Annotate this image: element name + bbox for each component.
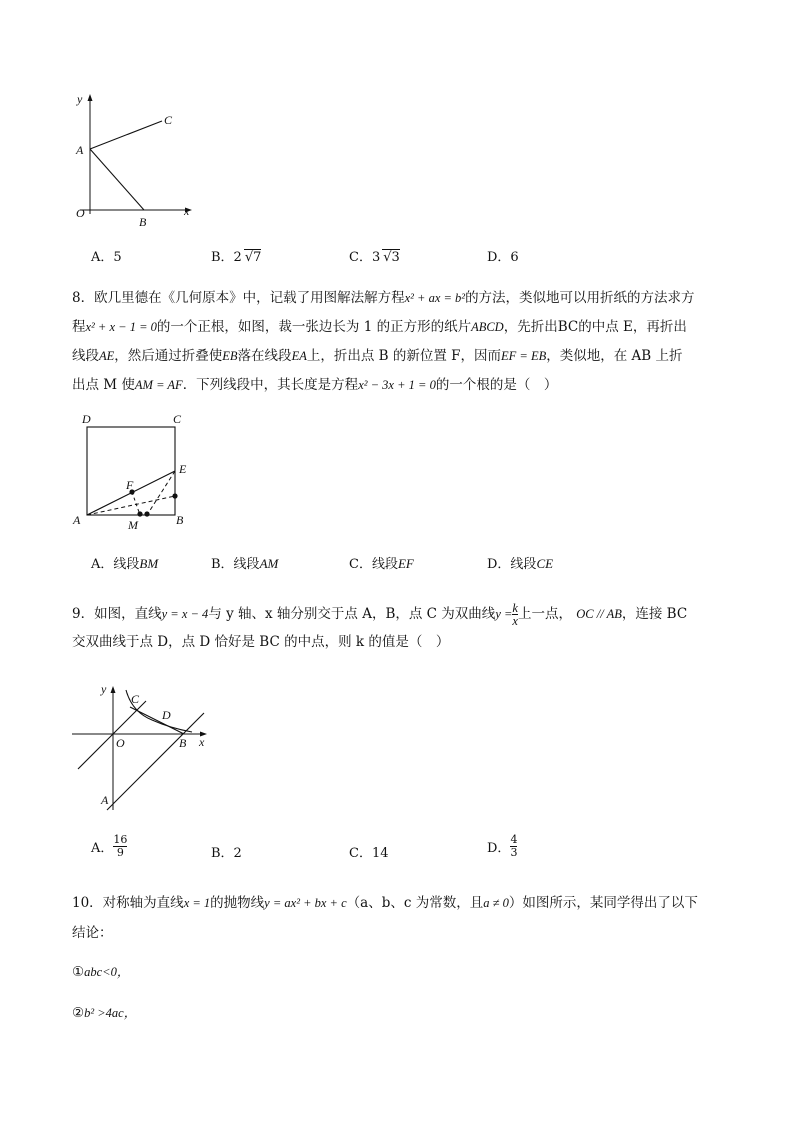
q7-label-A: A (76, 143, 84, 157)
q8-option-d[interactable]: D．线段CE (487, 556, 554, 572)
q9-figure (68, 676, 218, 812)
q7-label-C: C (164, 113, 173, 127)
q9-option-c[interactable]: C．14 (349, 846, 389, 861)
q8-label-M: M (128, 518, 138, 532)
q8-point-M1 (137, 511, 142, 516)
q9-label-O: O (116, 736, 125, 750)
q9-option-d[interactable]: D． $\frac{4}{3}$ (487, 833, 518, 859)
q7-label-B: B (139, 215, 147, 229)
q8-figure (70, 408, 200, 538)
q8-label-B: B (176, 513, 184, 527)
q8-label-D: D (82, 412, 91, 426)
q8-point-M2 (144, 511, 149, 516)
q7-option-b[interactable]: B．2 √7 (211, 250, 262, 265)
q8-line-2: 程x² + x − 1 = 0的一个正根，如图，裁一张边长为 1 的正方形的纸片ABCD，先折出BC的中点 E，再折出 (72, 319, 687, 335)
q8-options (91, 553, 711, 573)
q9-option-a[interactable]: A． $\frac{16}{9}$ (91, 833, 128, 859)
q10-circle-2: ② (72, 1005, 85, 1021)
q10-stem (72, 888, 722, 948)
q9-stem (72, 598, 722, 658)
q8-option-c[interactable]: C．线段EF (349, 556, 414, 572)
q9-label-A: A (101, 793, 109, 807)
q8-stem (72, 284, 722, 400)
q8-dash-FM (132, 492, 140, 515)
q9-label-x: x (199, 735, 205, 749)
q7-options (91, 246, 711, 266)
q7-option-c[interactable]: C．3 √3 (349, 250, 400, 265)
q8-point-mid (172, 493, 177, 498)
q7-segment-AC (90, 121, 162, 149)
q7-option-d[interactable]: D．6 (487, 250, 519, 265)
q8-line-1: 8．欧几里德在《几何原本》中，记载了用图解法解方程x² + ax = b²的方法，类似地可以用折纸的方法求方 (72, 290, 695, 306)
q9-label-D: D (162, 708, 171, 722)
q8-dash-AB-fold (87, 496, 175, 515)
q9-option-b[interactable]: B．2 (211, 846, 242, 861)
q10-conclusion-1: ①abc<0， (72, 964, 130, 980)
q9-line-1: 9．如图，直线y = x − 4与 y 轴、x 轴分别交于点 A，B，点 C 为双曲线y = $\frac{k}{x}$ 上一点， OC // AB，连接 BC (72, 601, 688, 628)
q8-line-3: 线段AE，然后通过折叠使EB落在线段EA上，折出点 B 的新位置 F，因而EF = EB，类似地，在 AB 上折 (72, 348, 683, 364)
q9-line-2: 交双曲线于点 D，点 D 恰好是 BC 的中点，则 k 的值是（ ） (72, 634, 450, 650)
q10-conclusion-2: ②b² >4ac， (72, 1005, 137, 1021)
q9-label-B: B (179, 736, 187, 750)
q7-label-O: O (76, 206, 85, 220)
q9-line-OC (78, 701, 146, 769)
q8-option-b[interactable]: B．线段AM (211, 556, 279, 572)
q9-line-AB (107, 713, 204, 810)
q7-segment-AB (90, 149, 144, 210)
q9-label-C: C (131, 692, 140, 706)
q9-options (91, 834, 711, 868)
q7-option-a[interactable]: A．5 (91, 250, 122, 265)
q10-circle-1: ① (72, 964, 85, 980)
q9-label-y: y (101, 682, 107, 696)
q8-line-4: 出点 M 使AM = AF．下列线段中，其长度是方程x² − 3x + 1 = 0的一个根的是（ ） (72, 377, 558, 393)
q8-option-a[interactable]: A．线段BM (91, 556, 159, 572)
q7-label-y: y (77, 92, 83, 106)
q8-label-F: F (126, 478, 134, 492)
q8-label-E: E (179, 462, 187, 476)
q8-label-C: C (173, 412, 182, 426)
q7-figure (66, 90, 206, 229)
q10-line-2: 结论： (72, 925, 113, 941)
q10-line-1: 10．对称轴为直线x = 1的抛物线y = ax² + bx + c（a、b、c 为常数，且a ≠ 0）如图所示，某同学得出了以下 (72, 895, 698, 911)
q8-label-A: A (73, 513, 81, 527)
q9-fraction-k-over-x: $\frac{k}{x}$ (512, 601, 518, 628)
q8-square-ABCD (87, 427, 175, 515)
q7-label-x: x (184, 204, 190, 218)
